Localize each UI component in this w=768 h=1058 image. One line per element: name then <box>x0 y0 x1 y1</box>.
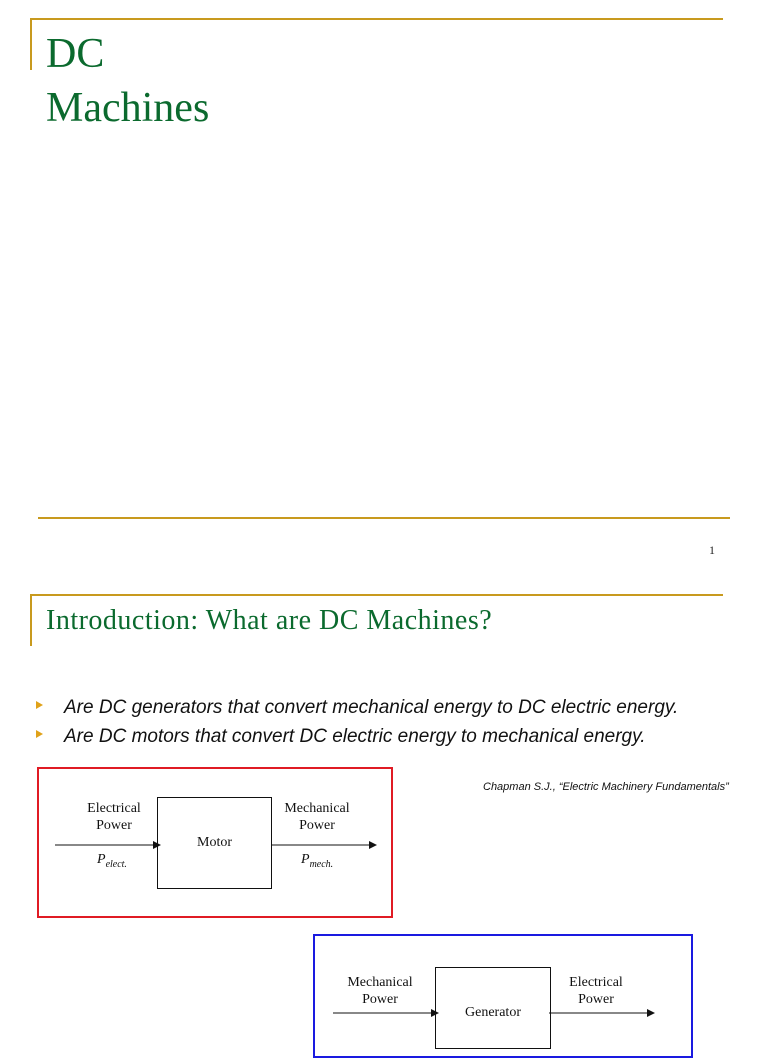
motor-input-arrow <box>55 839 161 851</box>
slide-2-left-rule <box>30 594 32 646</box>
slide-1-title-line-1: DC <box>46 31 105 77</box>
bullet-text: Are DC generators that convert mechanical energy to DC electric energy. <box>64 697 679 718</box>
motor-output-arrow <box>271 839 377 851</box>
generator-diagram <box>313 934 693 1058</box>
generator-input-label <box>335 974 425 1008</box>
motor-output-label <box>272 800 362 834</box>
generator-input-label-line-1: Mechanical <box>347 975 413 990</box>
slide-1-top-rule <box>30 18 723 20</box>
motor-input-label-line-1: Electrical <box>87 801 141 816</box>
bullet-item-motors <box>36 726 756 752</box>
motor-input-label <box>69 800 159 834</box>
generator-input-arrow <box>333 1007 439 1019</box>
slide-1-bottom-rule <box>38 517 730 519</box>
motor-block-label: Motor <box>197 835 232 850</box>
generator-output-arrow <box>549 1007 655 1019</box>
motor-output-label-line-1: Mechanical <box>284 801 350 816</box>
generator-block <box>435 967 551 1049</box>
slide-2-title: Introduction: What are DC Machines? <box>46 605 493 636</box>
motor-input-symbol: $P_{elect.}$ <box>97 852 127 870</box>
page-number: 1 <box>709 543 715 557</box>
bullet-text: Are DC motors that convert DC electric energy to mechanical energy. <box>64 726 646 747</box>
generator-block-label: Generator <box>465 1005 521 1020</box>
motor-output-symbol: $P_{mech.}$ <box>301 852 334 870</box>
arrow-bullet-icon <box>36 701 43 709</box>
generator-output-label-line-1: Electrical <box>569 975 623 990</box>
motor-diagram <box>37 767 393 918</box>
generator-output-label <box>551 974 641 1008</box>
citation: Chapman S.J., “Electric Machinery Fundamentals” <box>483 781 729 793</box>
bullet-item-generators <box>36 697 756 723</box>
motor-input-label-line-2: Power <box>96 818 132 833</box>
slide-1-left-rule <box>30 18 32 70</box>
generator-output-label-line-2: Power <box>578 992 614 1007</box>
generator-input-label-line-2: Power <box>362 992 398 1007</box>
motor-output-label-line-2: Power <box>299 818 335 833</box>
arrow-bullet-icon <box>36 730 43 738</box>
slide-1-title-line-2: Machines <box>46 85 210 131</box>
slide-2-top-rule <box>30 594 723 596</box>
motor-block <box>157 797 272 889</box>
